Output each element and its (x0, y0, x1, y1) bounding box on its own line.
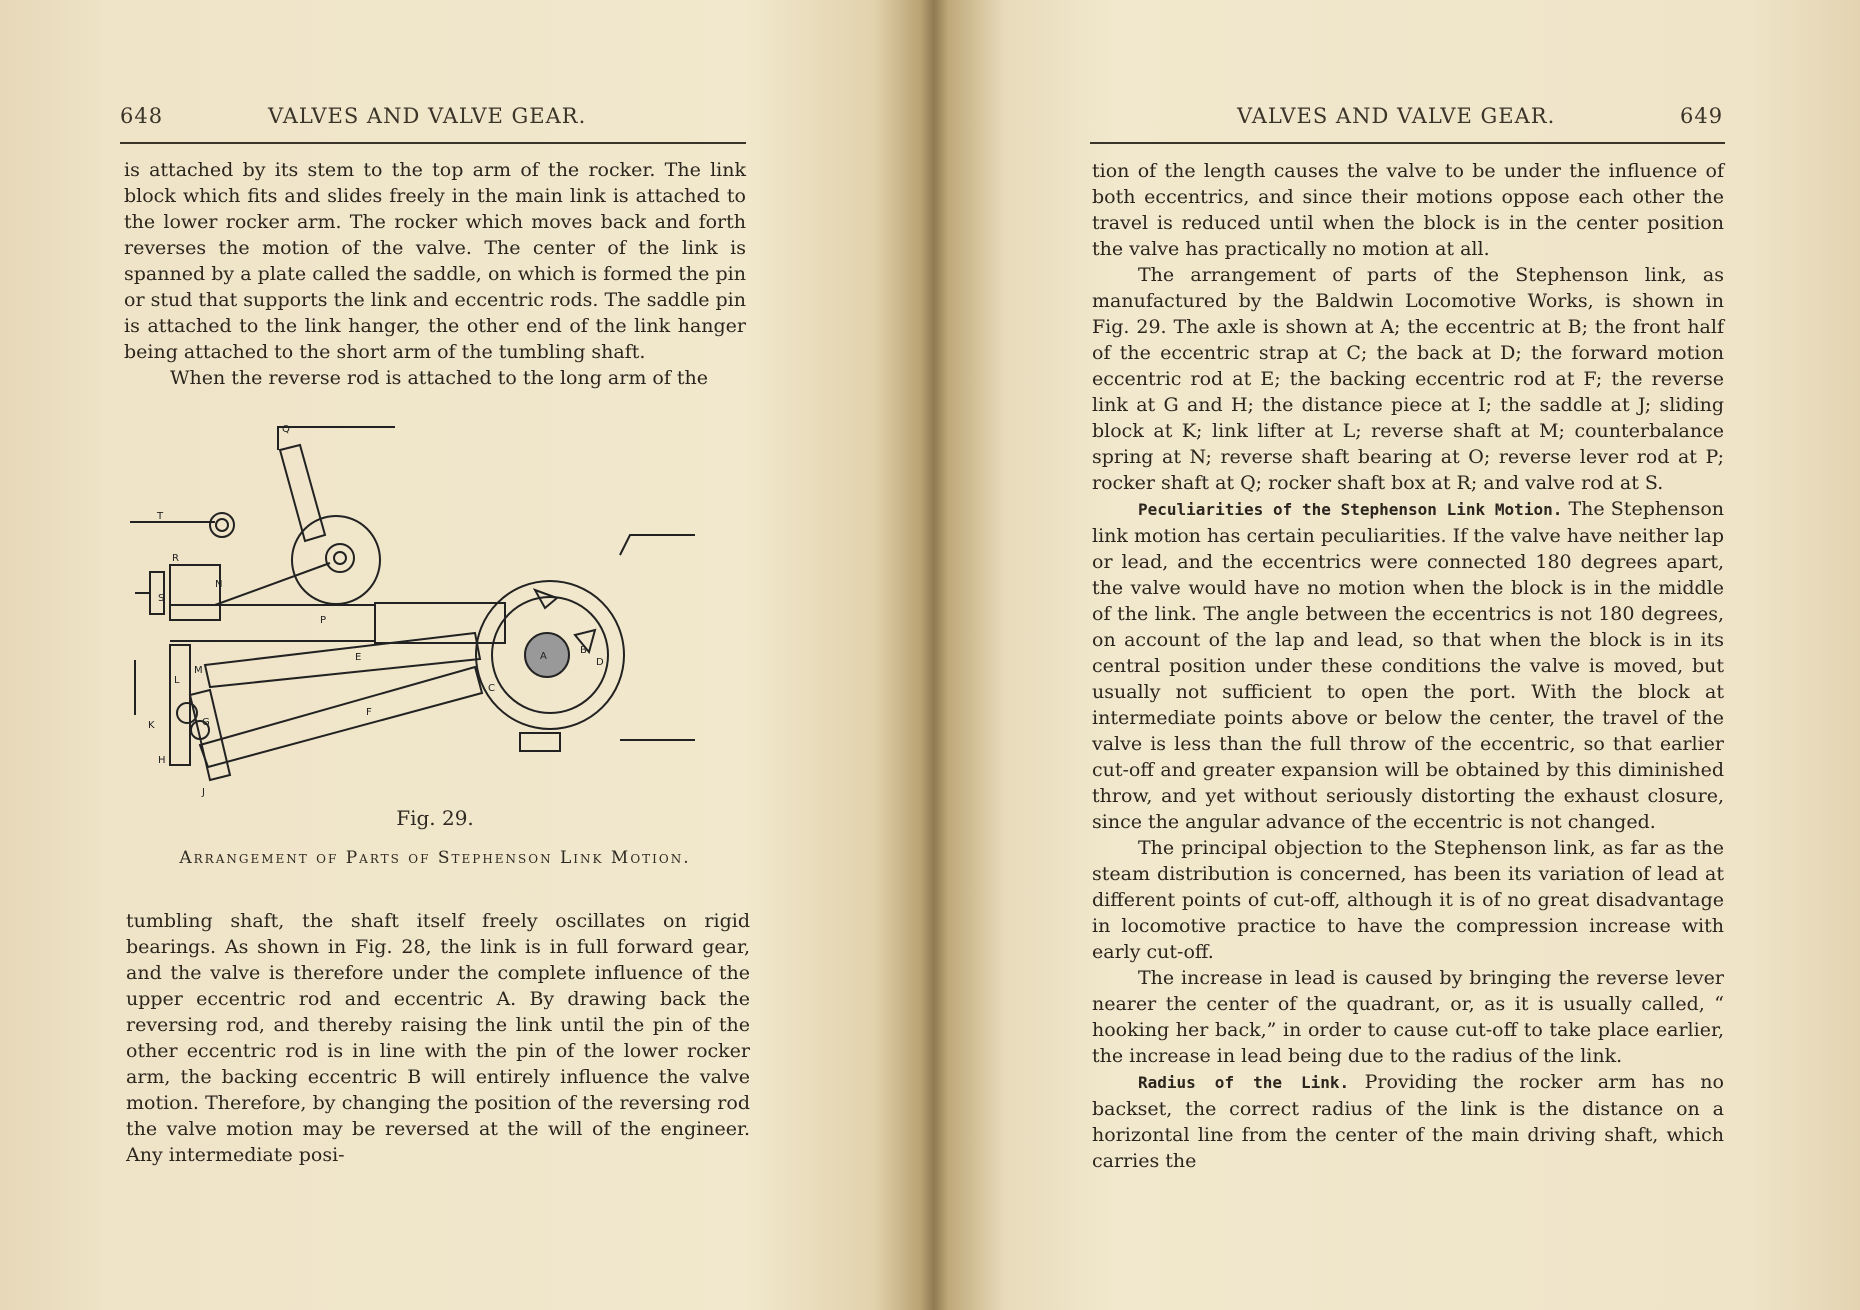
label-R: R (172, 553, 179, 564)
reverse-shaft-wheel (292, 516, 380, 604)
right-running-head: VALVES AND VALVE GEAR. (1237, 104, 1556, 128)
figure-title: Arrangement of Parts of Stephenson Link Motion. (179, 848, 691, 868)
label-L: L (174, 675, 180, 686)
left-running-head: VALVES AND VALVE GEAR. (268, 104, 587, 128)
label-C: C (488, 683, 495, 694)
label-T: T (157, 511, 164, 522)
right-text (1092, 158, 1724, 1174)
right-paragraph-5: The increase in lead is caused by bringing the reverse lever nearer the center of the quadrant, or, as it is usually called, “ hooking her back,” in order to cause cut-off to take place earlier, the increase in lead being due to the radius of the link. (1092, 967, 1724, 1067)
section-heading-peculiarities: Peculiarities of the Stephenson Link Motion. (1138, 500, 1563, 519)
label-E: E (355, 652, 362, 663)
figure-caption (124, 806, 746, 868)
label-H: H (158, 755, 166, 766)
label-D: D (596, 657, 604, 668)
rocker-pin-inner (216, 519, 228, 531)
label-S: S (158, 593, 165, 604)
label-P: P (320, 615, 327, 626)
left-text-bottom (126, 908, 750, 1168)
right-paragraph-4: The principal objection to the Stephenson link, as far as the steam distribution is concerned, has been its variation of lead at different points of cut-off, although it is of no great disadvantage in locomotive practice to have the compression increase with early cut-off. (1092, 837, 1724, 963)
left-paragraph-2: When the reverse rod is attached to the long arm of the (170, 367, 709, 389)
right-page-number: 649 (1680, 104, 1724, 128)
right-paragraph-3 (1092, 496, 1724, 835)
label-K: K (148, 720, 155, 731)
right-head-rule (1090, 142, 1725, 144)
label-G: G (202, 717, 210, 728)
label-Q: Q (282, 424, 290, 435)
rocker-arm (280, 445, 325, 541)
rocker-pin-circle (210, 513, 234, 537)
label-F: F (366, 707, 372, 718)
section-heading-radius: Radius of the Link. (1138, 1073, 1350, 1092)
label-M: M (194, 665, 203, 676)
frame-right-top (620, 535, 695, 555)
right-page (930, 0, 1860, 1310)
right-paragraph-6-text: Providing the rocker arm has no backset, the correct radius of the link is the distance on a horizontal line from the center of the main driving shaft, which carries the (1092, 1071, 1724, 1172)
reverse-shaft-hub (326, 544, 354, 572)
label-J: J (202, 787, 205, 798)
left-paragraph-3: tumbling shaft, the shaft itself freely oscillates on rigid bearings. As shown in Fig. 28, the link is in full forward gear, and the valve is therefore under the complete influence of the upper eccentric rod and eccentric A. By drawing back the reversing rod, and thereby raising the link until the pin of the other eccentric rod is in line with the pin of the lower rocker arm, the backing eccentric B will entirely influence the valve motion. Therefore, by changing the position of the reversing rod the valve motion may be reversed at the will of the engineer. Any intermediate posi- (126, 910, 750, 1166)
figure-number: Fig. 29. (396, 806, 474, 830)
left-page-number: 648 (120, 104, 164, 128)
left-head-rule (120, 142, 746, 144)
label-A: A (540, 651, 547, 662)
axle-A (525, 633, 569, 677)
strap-bolt-block (520, 733, 560, 751)
rocker-box (170, 565, 223, 620)
right-paragraph-2: The arrangement of parts of the Stephenson link, as manufactured by the Baldwin Locomotive Works, is shown in Fig. 29. The axle is shown at A; the eccentric at B; the front half of the eccentric strap at C; the back at D; the forward motion eccentric rod at E; the backing eccentric rod at F; the reverse link at G and H; the distance piece at I; the saddle at J; sliding block at K; link lifter at L; reverse shaft at M; counterbalance spring at N; reverse shaft bearing at O; reverse lever rod at P; rocker shaft at Q; rocker shaft box at R; and valve rod at S. (1092, 264, 1724, 494)
label-B: B (580, 645, 587, 656)
figure-29-diagram (130, 415, 750, 805)
reverse-shaft-hub-inner (334, 552, 346, 564)
backing-rod-F (200, 667, 482, 767)
right-paragraph-6 (1092, 1069, 1724, 1174)
label-N: N (215, 579, 223, 590)
link-lifter-line (215, 563, 330, 605)
left-text-top (124, 157, 746, 391)
right-paragraph-1: tion of the length causes the valve to be under the influence of both eccentrics, and since their motions oppose each other the travel is reduced until when the block is in the center position the valve has practically no motion at all. (1092, 160, 1724, 260)
right-paragraph-3-text: The Stephenson link motion has certain peculiarities. If the valve have neither lap or lead, and the eccentrics were connected 180 degrees apart, the valve would have no motion when the block is in the middle of the link. The angle between the eccentrics is not 180 degrees, on account of the lap and lead, so that when the block is in its central position under these conditions the valve is moved, but usually not sufficient to open the port. With the block at intermediate points above or below the center, the travel of the valve is less than the full throw of the eccentric, so that earlier cut-off and greater expansion will be obtained by this diminished throw, and yet without seriously distorting the exhaust closure, since the angular advance of the eccentric is not changed. (1092, 498, 1724, 833)
left-paragraph-1: is attached by its stem to the top arm of the rocker. The link block which fits and slides freely in the main link is attached to the lower rocker arm. The rocker which moves back and forth reverses the motion of the valve. The center of the link is spanned by a plate called the saddle, on which is formed the pin or stud that supports the link and eccentric rods. The saddle pin is attached to the link hanger, the other end of the link hanger being attached to the short arm of the tumbling shaft. (124, 159, 746, 363)
